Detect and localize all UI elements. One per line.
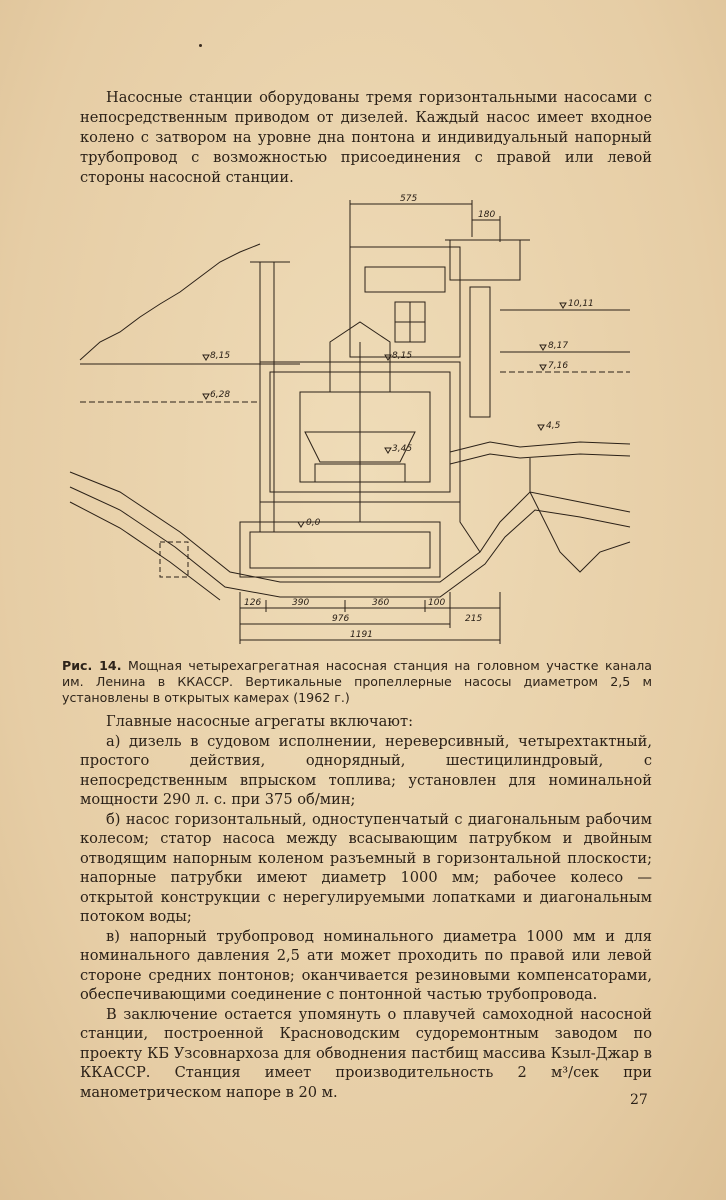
dim-976: 976 <box>332 614 350 624</box>
dim-360: 360 <box>372 598 390 608</box>
dim-180: 180 <box>478 210 496 220</box>
level-4-5: 4,5 <box>546 421 561 431</box>
intro-paragraph: Насосные станции оборудованы тремя горизонтальными насосами с непосредственным приводом от дизелей. Каждый насос имеет входное колено с затвором на уровне дна понтона и индивидуальный напорный трубопровод с возможностью присоединения с правой или левой стороны насосной станции. <box>80 89 652 186</box>
level-0-0: 0,0 <box>306 518 321 528</box>
level-8-17: 8,17 <box>548 341 569 351</box>
level-3-45: 3,45 <box>392 444 413 454</box>
level-7-16: 7,16 <box>548 361 569 371</box>
level-6-28: 6,28 <box>210 390 231 400</box>
level-10-11: 10,11 <box>568 299 594 309</box>
level-8-15-left: 8,15 <box>210 351 231 361</box>
dim-100: 100 <box>428 598 446 608</box>
dim-1191: 1191 <box>350 630 373 640</box>
dim-575: 575 <box>400 194 418 204</box>
figure-caption: Рис. 14. Мощная четырехагрегатная насосная станция на головном участке канала им. Ленина в ККАССР. Вертикальные пропеллерные насосы диаметром 2,5 м установлены в открытых камерах (1962 г.) <box>62 658 652 705</box>
dim-215: 215 <box>465 614 483 624</box>
pumping-station-drawing <box>60 192 640 648</box>
dim-126: 126 <box>244 598 262 608</box>
level-8-15-inner: 8,15 <box>392 351 413 361</box>
main-text: Главные насосные агрегаты включают: а) дизель в судовом исполнении, нереверсивный, четырехтактный, простого действия, однорядный, шестицилиндровый, с непосредственным впрыском топлива; установлен для номинальной мощности 290 л. с. при 375 об/мин; б) насос горизонтальный, одноступенчатый с диагональным рабочим колесом; статор насоса между всасывающим патрубком и двойным отводящим напорным коленом разъемный в горизонтальной плоскости; напорные патрубки имеют диаметр 1000 мм; рабочее колесо — открытой конструкции с нерегулируемыми лопатками и диагональным потоком воды; в) напорный трубопровод номинального диаметра 1000 мм и для номинального давления 2,5 ати может проходить по правой или левой стороне средних понтонов; оканчивается резиновыми компенсаторами, обеспечивающими соединение с понтонной частью трубопровода. В заключение остается упомянуть о плавучей самоходной насосной станции, построенной Красноводским судоремонтным заводом по проекту КБ Узсовнархоза для обводнения пастбищ массива Кзыл-Джар в ККАССР. Станция имеет производительность 2 м³/сек при манометрическом напоре в 20 м. <box>80 713 652 1101</box>
dim-390: 390 <box>292 598 310 608</box>
page-number: 27 <box>630 1092 648 1108</box>
speck <box>199 44 202 47</box>
